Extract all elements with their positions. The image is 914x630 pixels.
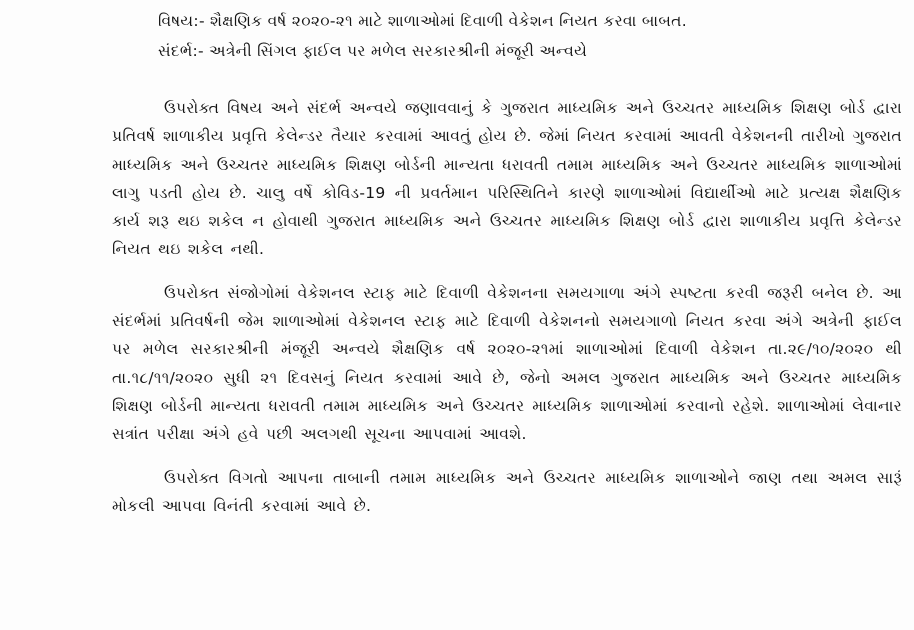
reference-line: સંદર્ભ:- અત્રેની સિંગલ ફાઈલ પર મળેલ સરકારશ્રીની મંજૂરી અન્વયે xyxy=(158,42,588,60)
subject-line: વિષય:- શૈક્ષણિક વર્ષ ૨૦૨૦-૨૧ માટે શાળાઓમાં દિવાળી વેકેશન નિયત કરવા બાબત. xyxy=(158,12,687,30)
paragraph-request: ઉપરોક્ત વિગતો આપના તાબાની તમામ માધ્યમિક અને ઉચ્ચતર માધ્યમિક શાળાઓને જાણ તથા અમલ સારૂં મોકલી આપવા વિનંતી કરવામાં આવે છે. xyxy=(112,468,902,515)
letter-body xyxy=(112,94,902,535)
letter-header xyxy=(158,6,898,66)
paragraph-context: ઉપરોક્ત વિષય અને સંદર્ભ અન્વયે જણાવવાનું કે ગુજરાત માધ્યમિક અને ઉચ્ચતર માધ્યમિક શિક્ષણ બોર્ડ દ્વારા પ્રતિવર્ષ શાળાકીય પ્રવૃત્તિ કેલેન્ડર તૈયાર કરવામાં આવતું હોય છે. જેમાં નિયત કરવામાં આવતી વેકેશનની તારીખો ગુજરાત માધ્યમિક અને ઉચ્ચતર માધ્યમિક શિક્ષણ બોર્ડની માન્યતા ધરાવતી તમામ માધ્યમિક અને ઉચ્ચતર માધ્યમિક શાળાઓમાં લાગુ પડતી હોય છે. ચાલુ વર્ષે કોવિડ-19 ની પ્રવર્તમાન પરિસ્થિતિને કારણે શાળાઓમાં વિદ્યાર્થીઓ માટે પ્રત્યક્ષ શૈક્ષણિક કાર્ય શરૂ થઇ શકેલ ન હોવાથી ગુજરાત માધ્યમિક અને ઉચ્ચતર માધ્યમિક શિક્ષણ બોર્ડ દ્વારા શાળાકીય પ્રવૃત્તિ કેલેન્ડર નિયત થઇ શકેલ નથી. xyxy=(112,99,902,259)
paragraph-vacation-order: ઉપરોક્ત સંજોગોમાં વેકેશનલ સ્ટાફ માટે દિવાળી વેકેશનના સમયગાળા અંગે સ્પષ્ટતા કરવી જરૂરી બનેલ છે. આ સંદર્ભમાં પ્રતિવર્ષની જેમ શાળાઓમાં વેકેશનલ સ્ટાફ માટે દિવાળી વેકેશનનો સમયગાળો નિયત કરવા અંગે અત્રેની ફાઈલ પર મળેલ સરકારશ્રીની મંજૂરી અન્વયે શૈક્ષણિક વર્ષ ૨૦૨૦-૨૧માં શાળાઓમાં દિવાળી વેકેશન તા.૨૯/૧૦/૨૦૨૦ થી તા.૧૮/૧૧/૨૦૨૦ સુધી ૨૧ દિવસનું નિયત કરવામાં આવે છે, જેનો અમલ ગુજરાત માધ્યમિક અને ઉચ્ચતર માધ્યમિક શિક્ષણ બોર્ડની માન્યતા ધરાવતી તમામ માધ્યમિક અને ઉચ્ચતર માધ્યમિક શાળાઓમાં કરવાનો રહેશે. શાળાઓમાં લેવાનાર સત્રાંત પરીક્ષા અંગે હવે પછી અલગથી સૂચના આપવામાં આવશે. xyxy=(112,283,902,444)
